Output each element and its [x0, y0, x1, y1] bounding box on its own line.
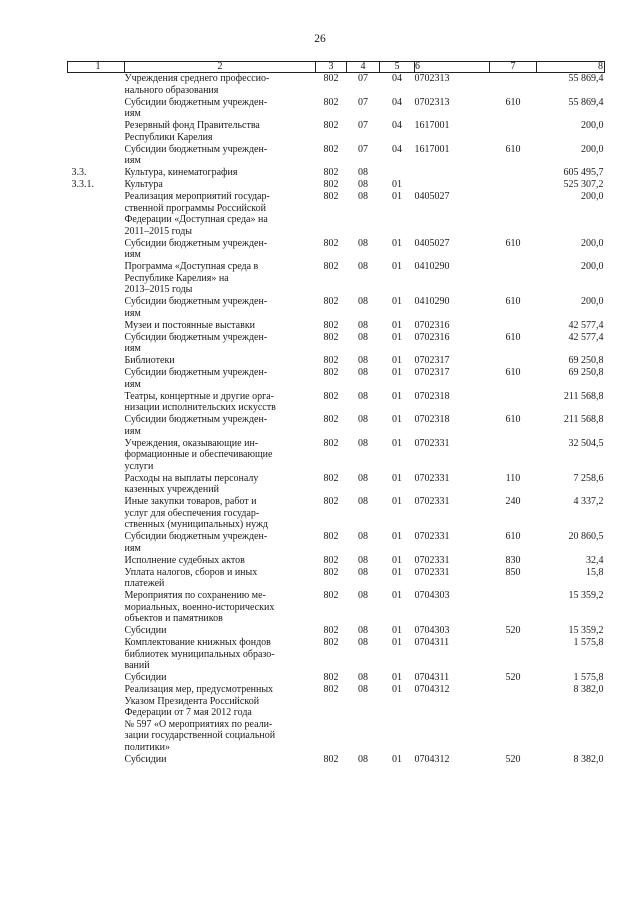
- section-number-cell: [68, 414, 125, 438]
- table-row: [68, 355, 605, 367]
- target-article-cell: 0704312: [414, 684, 450, 695]
- section-code-cell: 08: [358, 496, 368, 507]
- item-name-cell: [125, 555, 316, 567]
- item-name-cell: [125, 320, 316, 332]
- item-name-cell: [125, 684, 316, 754]
- subsection-code-cell: 01: [392, 554, 402, 566]
- expense-type-cell: 520: [505, 625, 521, 636]
- section-number-cell: [68, 120, 125, 144]
- section-code-cell: 07: [358, 143, 368, 155]
- amount-cell: 200,0: [581, 120, 604, 131]
- subsection-code-cell: 01: [392, 191, 402, 202]
- amount-cell: 200,0: [581, 143, 604, 155]
- amount-cell: 69 250,8: [568, 367, 604, 378]
- ministry-code-cell: 802: [323, 531, 339, 542]
- expense-type-cell: 610: [505, 331, 521, 343]
- subsection-code-cell: 01: [392, 296, 402, 307]
- subsection-code-cell: 01: [392, 590, 402, 601]
- target-article-cell: 0410290: [414, 296, 450, 307]
- section-code-cell: 08: [358, 331, 368, 343]
- amount-cell: 1 575,8: [573, 672, 604, 683]
- amount-cell: 200,0: [581, 191, 604, 202]
- section-code-cell: 08: [358, 684, 368, 695]
- expense-type-cell: [490, 391, 537, 415]
- section-code-cell: 08: [358, 531, 368, 542]
- amount-cell: 200,0: [581, 261, 604, 272]
- table-row: [68, 238, 605, 262]
- item-name-cell: [125, 332, 316, 356]
- table-row: [68, 144, 605, 168]
- item-name-text: Субсидии бюджетным учрежден- иям: [124, 331, 268, 354]
- target-article-cell: 0702313: [414, 73, 450, 84]
- section-code-cell: 07: [358, 120, 368, 131]
- table-row: [68, 414, 605, 438]
- expense-type-cell: 850: [505, 566, 521, 578]
- amount-cell: 200,0: [581, 237, 604, 249]
- section-number-cell: [68, 73, 125, 97]
- target-article-cell: 0702317: [414, 355, 450, 366]
- table-body: [68, 73, 605, 766]
- section-number-cell: [68, 438, 125, 473]
- target-article-cell: 0702331: [414, 496, 450, 507]
- section-code-cell: 08: [358, 355, 368, 366]
- subsection-code-cell: 01: [392, 179, 402, 190]
- target-article-cell: 0702317: [414, 367, 450, 378]
- expense-type-cell: 520: [505, 753, 521, 765]
- ministry-code-cell: 802: [323, 179, 339, 190]
- section-number-cell: [68, 625, 125, 637]
- section-number-cell: [68, 531, 125, 555]
- item-name-cell: [125, 73, 316, 97]
- item-name-cell: [125, 414, 316, 438]
- section-number-cell: 3.3.: [71, 167, 87, 178]
- section-number-cell: [68, 355, 125, 367]
- amount-cell: 4 337,2: [573, 496, 604, 507]
- table-row: [68, 684, 605, 754]
- target-article-cell: 1617001: [414, 120, 450, 131]
- amount-cell: 32,4: [586, 554, 604, 566]
- section-code-cell: 08: [358, 590, 368, 601]
- section-number-cell: [68, 391, 125, 415]
- amount-cell: 15 359,2: [568, 625, 604, 636]
- subsection-code-cell: 01: [392, 437, 402, 449]
- ministry-code-cell: 802: [323, 73, 339, 84]
- expense-type-cell: 610: [505, 531, 521, 542]
- subsection-code-cell: 01: [392, 367, 402, 378]
- item-name-cell: [125, 261, 316, 296]
- table-row: [68, 179, 605, 191]
- ministry-code-cell: 802: [323, 684, 339, 695]
- item-name-text: Субсидии бюджетным учрежден- иям: [124, 531, 268, 554]
- item-name-cell: [125, 567, 316, 591]
- amount-cell: 8 382,0: [573, 753, 604, 765]
- item-name-cell: [125, 296, 316, 320]
- item-name-text: Расходы на выплаты персоналу казенных учреждений: [124, 472, 259, 495]
- expense-type-cell: 520: [505, 672, 521, 683]
- ministry-code-cell: 802: [323, 167, 339, 178]
- subsection-code-cell: 01: [392, 261, 402, 272]
- section-code-cell: 08: [358, 554, 368, 566]
- target-article-cell: 0704312: [414, 753, 450, 765]
- section-number-cell: [68, 672, 125, 684]
- section-code-cell: 08: [358, 437, 368, 449]
- target-article-cell: 0702331: [414, 554, 450, 566]
- table-row: [68, 391, 605, 415]
- item-name-text: Субсидии: [124, 753, 167, 765]
- table-row: [68, 672, 605, 684]
- table-row: [68, 332, 605, 356]
- page-number: 26: [314, 33, 326, 45]
- item-name-cell: [125, 531, 316, 555]
- table-row: [68, 320, 605, 332]
- amount-cell: 8 382,0: [573, 684, 604, 695]
- expense-type-cell: [490, 261, 537, 296]
- section-number-cell: [68, 191, 125, 238]
- ministry-code-cell: 802: [323, 437, 339, 449]
- item-name-text: Программа «Доступная среда в Республике Карелия» на 2013–2015 годы: [124, 261, 259, 295]
- subsection-code-cell: 01: [392, 672, 402, 683]
- ministry-code-cell: 802: [323, 390, 339, 402]
- section-code-cell: 08: [358, 319, 368, 331]
- item-name-cell: [125, 637, 316, 672]
- column-header-8: 8: [537, 62, 605, 73]
- amount-cell: 211 568,8: [563, 414, 604, 425]
- item-name-cell: [125, 496, 316, 531]
- section-number-cell: [68, 238, 125, 262]
- section-number-cell: 3.3.1.: [71, 179, 94, 190]
- expense-type-cell: [490, 120, 537, 144]
- expense-type-cell: [490, 355, 537, 367]
- table-row: [68, 261, 605, 296]
- amount-cell: 15 359,2: [568, 590, 604, 601]
- ministry-code-cell: 802: [323, 566, 339, 578]
- section-code-cell: 08: [358, 625, 368, 636]
- section-code-cell: 08: [358, 237, 368, 249]
- target-article-cell: 0702313: [414, 96, 450, 108]
- subsection-code-cell: 04: [392, 73, 402, 84]
- section-number-cell: [68, 97, 125, 121]
- item-name-text: Реализация мер, предусмотренных Указом Президента Российской Федерации от 7 мая 2012 года № 597 «О мероприятиях по реали- зации государственной социальной политики»: [124, 684, 276, 753]
- amount-cell: 42 577,4: [568, 319, 604, 331]
- item-name-text: Субсидии бюджетным учрежден- иям: [124, 367, 268, 390]
- table-row: [68, 97, 605, 121]
- subsection-code-cell: 01: [392, 414, 402, 425]
- section-code-cell: 07: [358, 73, 368, 84]
- item-name-cell: [125, 438, 316, 473]
- ministry-code-cell: 802: [323, 637, 339, 648]
- ministry-code-cell: 802: [323, 143, 339, 155]
- expense-type-cell: 610: [505, 414, 521, 425]
- item-name-text: Мероприятия по сохранению ме- мориальных, военно-исторических объектов и памятников: [124, 590, 275, 624]
- amount-cell: 200,0: [581, 296, 604, 307]
- item-name-text: Уплата налогов, сборов и иных платежей: [124, 566, 258, 589]
- item-name-text: Субсидии бюджетным учрежден- иям: [124, 96, 268, 119]
- item-name-cell: [125, 625, 316, 637]
- section-number-cell: [68, 473, 125, 497]
- amount-cell: 525 307,2: [563, 179, 604, 190]
- item-name-cell: [125, 120, 316, 144]
- amount-cell: 1 575,8: [573, 637, 604, 648]
- table-row: [68, 637, 605, 672]
- section-code-cell: 08: [358, 753, 368, 765]
- expense-type-cell: [490, 167, 537, 179]
- target-article-cell: 0704303: [414, 590, 450, 601]
- item-name-cell: [125, 191, 316, 238]
- expense-type-cell: 610: [505, 96, 521, 108]
- amount-cell: 605 495,7: [563, 167, 604, 178]
- expense-type-cell: 610: [505, 237, 521, 249]
- target-article-cell: 0702331: [414, 472, 450, 484]
- item-name-text: Субсидии бюджетным учрежден- иям: [124, 296, 268, 319]
- target-article-cell: 0702331: [414, 531, 450, 542]
- amount-cell: 20 860,5: [568, 531, 604, 542]
- section-code-cell: 08: [358, 414, 368, 425]
- item-name-cell: [125, 238, 316, 262]
- subsection-code-cell: 01: [392, 237, 402, 249]
- section-number-cell: [68, 332, 125, 356]
- table-row: [68, 473, 605, 497]
- amount-cell: 7 258,6: [573, 472, 604, 484]
- ministry-code-cell: 802: [323, 414, 339, 425]
- item-name-text: Субсидии бюджетным учрежден- иям: [124, 237, 268, 260]
- target-article-cell: [415, 167, 490, 179]
- table-row: [68, 555, 605, 567]
- ministry-code-cell: 802: [323, 672, 339, 683]
- item-name-text: Субсидии: [124, 672, 167, 683]
- table-row: [68, 531, 605, 555]
- target-article-cell: 0405027: [414, 237, 450, 249]
- item-name-text: Учреждения, оказывающие ин- формационные и обеспечивающие услуги: [124, 437, 273, 472]
- amount-cell: 32 504,5: [568, 437, 604, 449]
- expense-type-cell: [490, 637, 537, 672]
- ministry-code-cell: 802: [323, 355, 339, 366]
- item-name-text: Субсидии бюджетным учрежден- иям: [124, 143, 268, 166]
- ministry-code-cell: 802: [323, 120, 339, 131]
- table-row: [68, 191, 605, 238]
- section-number-cell: [68, 555, 125, 567]
- column-header-3: 3: [316, 62, 347, 73]
- section-code-cell: 08: [358, 390, 368, 402]
- ministry-code-cell: 802: [323, 296, 339, 307]
- column-header-1: 1: [68, 62, 125, 73]
- column-header-4: 4: [347, 62, 380, 73]
- item-name-cell: [125, 754, 316, 766]
- item-name-cell: [125, 355, 316, 367]
- target-article-cell: 0405027: [414, 191, 450, 202]
- column-header-row: [68, 62, 605, 73]
- section-code-cell: 07: [358, 96, 368, 108]
- expense-type-cell: 610: [505, 296, 521, 307]
- section-code-cell: 08: [358, 261, 368, 272]
- item-name-cell: [125, 167, 316, 179]
- table-row: [68, 754, 605, 766]
- item-name-text: Театры, концертные и другие орга- низации исполнительских искусств: [124, 390, 276, 413]
- target-article-cell: 0702318: [414, 390, 450, 402]
- subsection-code-cell: [380, 167, 415, 179]
- ministry-code-cell: 802: [323, 496, 339, 507]
- expense-type-cell: [490, 320, 537, 332]
- ministry-code-cell: 802: [323, 367, 339, 378]
- section-code-cell: 08: [358, 472, 368, 484]
- section-code-cell: 08: [358, 637, 368, 648]
- section-number-cell: [68, 590, 125, 625]
- expense-type-cell: [490, 590, 537, 625]
- item-name-cell: [125, 97, 316, 121]
- expense-type-cell: [490, 438, 537, 473]
- ministry-code-cell: 802: [323, 590, 339, 601]
- item-name-text: Реализация мероприятий государ- ственной программы Российской Федерации «Доступная среда» на 2011–2015 годы: [124, 191, 270, 237]
- item-name-text: Субсидии бюджетным учрежден- иям: [124, 414, 268, 437]
- expense-type-cell: [490, 73, 537, 97]
- item-name-cell: [125, 672, 316, 684]
- subsection-code-cell: 01: [392, 625, 402, 636]
- table-row: [68, 367, 605, 391]
- target-article-cell: 0702331: [414, 566, 450, 578]
- section-number-cell: [68, 637, 125, 672]
- table-row: [68, 438, 605, 473]
- expense-type-cell: [490, 684, 537, 754]
- column-header-6: 6: [415, 62, 490, 73]
- item-name-text: Библиотеки: [124, 355, 175, 366]
- item-name-text: Музеи и постоянные выставки: [124, 319, 256, 331]
- table-row: [68, 296, 605, 320]
- amount-cell: 55 869,4: [568, 73, 604, 84]
- expense-type-cell: 610: [505, 367, 521, 378]
- item-name-cell: [125, 473, 316, 497]
- ministry-code-cell: 802: [323, 96, 339, 108]
- ministry-code-cell: 802: [323, 625, 339, 636]
- expense-type-cell: 110: [505, 472, 521, 484]
- target-article-cell: 0702316: [414, 331, 450, 343]
- section-code-cell: 08: [358, 367, 368, 378]
- subsection-code-cell: 04: [392, 96, 402, 108]
- item-name-text: Исполнение судебных актов: [124, 554, 245, 566]
- target-article-cell: 1617001: [414, 143, 450, 155]
- subsection-code-cell: 01: [392, 319, 402, 331]
- amount-cell: 69 250,8: [568, 355, 604, 366]
- table-row: [68, 567, 605, 591]
- amount-cell: 211 568,8: [563, 390, 604, 402]
- item-name-cell: [125, 391, 316, 415]
- item-name-cell: [125, 179, 316, 191]
- item-name-cell: [125, 367, 316, 391]
- expense-type-cell: 240: [505, 496, 521, 507]
- target-article-cell: 0702316: [414, 319, 450, 331]
- ministry-code-cell: 802: [323, 261, 339, 272]
- ministry-code-cell: 802: [323, 472, 339, 484]
- section-code-cell: 08: [358, 566, 368, 578]
- section-number-cell: [68, 496, 125, 531]
- amount-cell: 15,8: [586, 566, 604, 578]
- subsection-code-cell: 01: [392, 684, 402, 695]
- target-article-cell: 0704311: [414, 637, 450, 648]
- item-name-text: Культура: [124, 179, 163, 190]
- target-article-cell: [415, 179, 490, 191]
- section-code-cell: 08: [358, 179, 368, 190]
- section-number-cell: [68, 754, 125, 766]
- target-article-cell: 0704303: [414, 625, 450, 636]
- subsection-code-cell: 01: [392, 531, 402, 542]
- target-article-cell: 0704311: [414, 672, 450, 683]
- section-number-cell: [68, 296, 125, 320]
- subsection-code-cell: 01: [392, 472, 402, 484]
- section-number-cell: [68, 320, 125, 332]
- ministry-code-cell: 802: [323, 191, 339, 202]
- subsection-code-cell: 01: [392, 390, 402, 402]
- expense-type-cell: 830: [505, 554, 521, 566]
- section-code-cell: 08: [358, 167, 368, 178]
- item-name-text: Учреждения среднего профессио- нального образования: [124, 73, 270, 96]
- ministry-code-cell: 802: [323, 237, 339, 249]
- budget-table: [67, 61, 605, 766]
- table-row: [68, 120, 605, 144]
- column-header-2: 2: [125, 62, 316, 73]
- ministry-code-cell: 802: [323, 753, 339, 765]
- item-name-text: Резервный фонд Правительства Республики Карелия: [124, 120, 260, 143]
- section-number-cell: [68, 144, 125, 168]
- section-number-cell: [68, 261, 125, 296]
- ministry-code-cell: 802: [323, 319, 339, 331]
- target-article-cell: 0410290: [414, 261, 450, 272]
- item-name-cell: [125, 590, 316, 625]
- subsection-code-cell: 04: [392, 120, 402, 131]
- table-row: [68, 167, 605, 179]
- subsection-code-cell: 01: [392, 496, 402, 507]
- expense-type-cell: [490, 191, 537, 238]
- item-name-text: Комплектование книжных фондов библиотек муниципальных образо- ваний: [124, 637, 275, 671]
- column-header-7: 7: [490, 62, 537, 73]
- section-code-cell: 08: [358, 191, 368, 202]
- item-name-cell: [125, 144, 316, 168]
- target-article-cell: 0702331: [414, 437, 450, 449]
- target-article-cell: 0702318: [414, 414, 450, 425]
- amount-cell: 55 869,4: [568, 96, 604, 108]
- section-code-cell: 08: [358, 296, 368, 307]
- subsection-code-cell: 01: [392, 331, 402, 343]
- expense-type-cell: 610: [505, 143, 521, 155]
- ministry-code-cell: 802: [323, 554, 339, 566]
- subsection-code-cell: 01: [392, 637, 402, 648]
- subsection-code-cell: 01: [392, 355, 402, 366]
- subsection-code-cell: 01: [392, 566, 402, 578]
- item-name-text: Субсидии: [124, 625, 167, 636]
- section-number-cell: [68, 567, 125, 591]
- table-row: [68, 625, 605, 637]
- section-number-cell: [68, 367, 125, 391]
- expense-type-cell: [490, 179, 537, 191]
- section-number-cell: [68, 684, 125, 754]
- item-name-text: Иные закупки товаров, работ и услуг для обеспечения государ- ственных (муниципальных) нужд: [124, 496, 268, 530]
- subsection-code-cell: 01: [392, 753, 402, 765]
- column-header-5: 5: [380, 62, 415, 73]
- table-row: [68, 590, 605, 625]
- table-row: [68, 73, 605, 97]
- table-row: [68, 496, 605, 531]
- subsection-code-cell: 04: [392, 143, 402, 155]
- ministry-code-cell: 802: [323, 331, 339, 343]
- item-name-text: Культура, кинематография: [124, 167, 238, 178]
- amount-cell: 42 577,4: [568, 331, 604, 343]
- section-code-cell: 08: [358, 672, 368, 683]
